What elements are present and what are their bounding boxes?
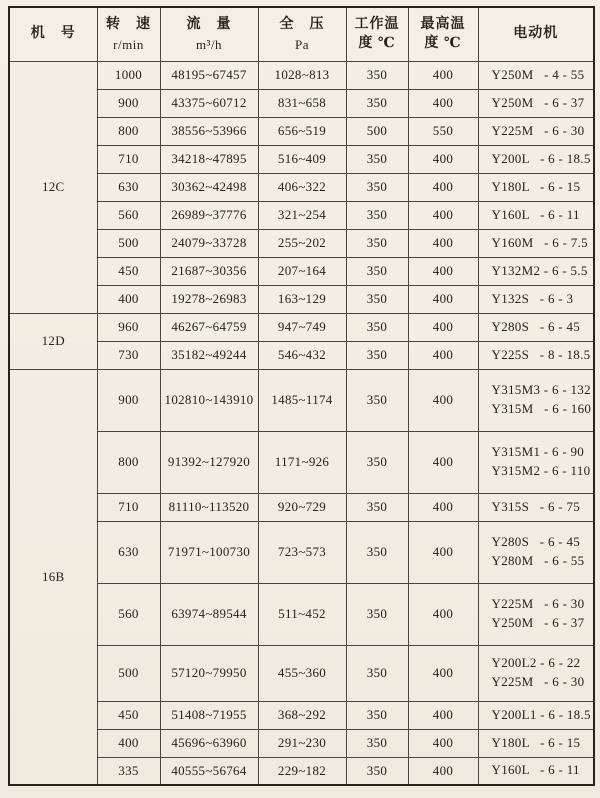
maxtemp-cell: 400 <box>408 583 478 645</box>
flow-cell: 81110~113520 <box>160 493 258 521</box>
header-working-temp-label: 工作温 <box>354 16 400 32</box>
table-row <box>9 369 594 431</box>
flow-cell: 46267~64759 <box>160 313 258 341</box>
table-row <box>9 521 594 583</box>
maxtemp-cell: 400 <box>408 341 478 369</box>
motor-cell <box>478 521 594 583</box>
worktemp-cell: 350 <box>346 201 408 229</box>
motor-cell <box>478 285 594 313</box>
motor-cell <box>478 145 594 173</box>
header-working-temp <box>346 7 408 61</box>
pressure-cell: 656~519 <box>258 117 346 145</box>
maxtemp-cell: 400 <box>408 61 478 89</box>
table-row <box>9 229 594 257</box>
header-machine-label: 机 号 <box>30 26 76 42</box>
worktemp-cell: 350 <box>346 229 408 257</box>
header-speed-unit: r/min <box>113 36 144 52</box>
pressure-cell: 455~360 <box>258 645 346 701</box>
motor-line: Y280S - 6 - 45 <box>491 318 581 334</box>
speed-cell: 710 <box>97 145 160 173</box>
flow-cell: 45696~63960 <box>160 729 258 757</box>
pressure-cell: 1485~1174 <box>258 369 346 431</box>
speed-cell: 800 <box>97 431 160 493</box>
header-pressure <box>258 7 346 61</box>
motor-line: Y200L2 - 6 - 22 <box>491 655 581 671</box>
motor-cell <box>478 431 594 493</box>
speed-cell: 730 <box>97 341 160 369</box>
speed-cell: 710 <box>97 493 160 521</box>
motor-line: Y250M - 4 - 55 <box>491 66 585 82</box>
table-row <box>9 729 594 757</box>
flow-cell: 24079~33728 <box>160 229 258 257</box>
table-row <box>9 285 594 313</box>
header-speed <box>97 7 160 61</box>
maxtemp-cell: 400 <box>408 431 478 493</box>
worktemp-cell: 350 <box>346 369 408 431</box>
motor-line: Y280M - 6 - 55 <box>491 553 585 568</box>
pressure-cell: 207~164 <box>258 257 346 285</box>
table-row <box>9 89 594 117</box>
motor-cell <box>478 701 594 729</box>
table-header-row <box>9 7 594 61</box>
pressure-cell: 321~254 <box>258 201 346 229</box>
motor-line: Y315M - 6 - 160 <box>491 401 592 416</box>
motor-cell <box>478 369 594 431</box>
speed-cell: 900 <box>97 369 160 431</box>
motor-line: Y160L - 6 - 11 <box>491 762 580 778</box>
motor-cell <box>478 201 594 229</box>
table-row <box>9 61 594 89</box>
worktemp-cell: 350 <box>346 583 408 645</box>
pressure-cell: 368~292 <box>258 701 346 729</box>
flow-cell: 91392~127920 <box>160 431 258 493</box>
worktemp-cell: 350 <box>346 493 408 521</box>
header-max-temp-unit: 度 ℃ <box>424 36 462 52</box>
maxtemp-cell: 400 <box>408 701 478 729</box>
pressure-cell: 291~230 <box>258 729 346 757</box>
motor-line: Y250M - 6 - 37 <box>491 615 585 630</box>
header-pressure-unit: Pa <box>295 36 309 52</box>
motor-cell <box>478 645 594 701</box>
maxtemp-cell: 400 <box>408 201 478 229</box>
motor-cell <box>478 117 594 145</box>
speed-cell: 630 <box>97 521 160 583</box>
motor-line: Y225M - 6 - 30 <box>491 122 585 138</box>
worktemp-cell: 350 <box>346 521 408 583</box>
flow-cell: 40555~56764 <box>160 757 258 785</box>
worktemp-cell: 350 <box>346 645 408 701</box>
flow-cell: 35182~49244 <box>160 341 258 369</box>
motor-cell <box>478 583 594 645</box>
motor-cell <box>478 729 594 757</box>
pressure-cell: 831~658 <box>258 89 346 117</box>
fan-spec-table <box>8 6 595 786</box>
motor-line: Y200L1 - 6 - 18.5 <box>491 706 591 722</box>
motor-line: Y225M - 6 - 30 <box>491 596 585 612</box>
machine-cell-12C: 12C <box>9 61 97 313</box>
header-max-temp-label: 最高温 <box>420 16 466 32</box>
motor-line: Y160L - 6 - 11 <box>491 206 580 222</box>
header-flow-label: 流 量 <box>186 17 232 32</box>
pressure-cell: 229~182 <box>258 757 346 785</box>
header-motor <box>478 7 594 61</box>
speed-cell: 400 <box>97 285 160 313</box>
motor-line: Y315M1 - 6 - 90 <box>491 444 585 460</box>
speed-cell: 335 <box>97 757 160 785</box>
worktemp-cell: 350 <box>346 173 408 201</box>
header-working-temp-unit: 度 ℃ <box>358 36 396 52</box>
motor-cell <box>478 493 594 521</box>
maxtemp-cell: 400 <box>408 145 478 173</box>
table-row <box>9 117 594 145</box>
header-flow-unit: m³/h <box>195 36 223 52</box>
motor-line: Y200L - 6 - 18.5 <box>491 150 591 166</box>
flow-cell: 30362~42498 <box>160 173 258 201</box>
motor-cell <box>478 757 594 785</box>
table-row <box>9 313 594 341</box>
flow-cell: 71971~100730 <box>160 521 258 583</box>
worktemp-cell: 350 <box>346 701 408 729</box>
worktemp-cell: 350 <box>346 757 408 785</box>
motor-line: Y132M2 - 6 - 5.5 <box>491 262 588 278</box>
flow-cell: 19278~26983 <box>160 285 258 313</box>
header-max-temp <box>408 7 478 61</box>
flow-cell: 38556~53966 <box>160 117 258 145</box>
motor-cell <box>478 257 594 285</box>
maxtemp-cell: 400 <box>408 521 478 583</box>
motor-line: Y180L - 6 - 15 <box>491 178 581 194</box>
machine-cell-12D: 12D <box>9 313 97 369</box>
maxtemp-cell: 400 <box>408 229 478 257</box>
pressure-cell: 546~432 <box>258 341 346 369</box>
worktemp-cell: 350 <box>346 431 408 493</box>
motor-line: Y225S - 8 - 18.5 <box>491 346 591 362</box>
motor-line: Y280S - 6 - 45 <box>491 534 581 550</box>
pressure-cell: 511~452 <box>258 583 346 645</box>
motor-line: Y180L - 6 - 15 <box>491 734 581 750</box>
pressure-cell: 406~322 <box>258 173 346 201</box>
table-row <box>9 645 594 701</box>
table-row <box>9 431 594 493</box>
maxtemp-cell: 400 <box>408 757 478 785</box>
pressure-cell: 920~729 <box>258 493 346 521</box>
maxtemp-cell: 400 <box>408 257 478 285</box>
worktemp-cell: 350 <box>346 341 408 369</box>
flow-cell: 34218~47895 <box>160 145 258 173</box>
machine-cell-16B: 16B <box>9 369 97 785</box>
header-motor-label: 电动机 <box>513 26 559 42</box>
header-flow <box>160 7 258 61</box>
motor-line: Y250M - 6 - 37 <box>491 94 585 110</box>
worktemp-cell: 350 <box>346 257 408 285</box>
motor-cell <box>478 61 594 89</box>
worktemp-cell: 350 <box>346 61 408 89</box>
motor-cell <box>478 229 594 257</box>
pressure-cell: 255~202 <box>258 229 346 257</box>
worktemp-cell: 500 <box>346 117 408 145</box>
header-speed-label: 转 速 <box>106 17 151 32</box>
table-row <box>9 173 594 201</box>
table-row <box>9 757 594 785</box>
speed-cell: 560 <box>97 201 160 229</box>
maxtemp-cell: 400 <box>408 89 478 117</box>
motor-line: Y315M3 - 6 - 132 <box>491 382 591 398</box>
flow-cell: 57120~79950 <box>160 645 258 701</box>
maxtemp-cell: 400 <box>408 173 478 201</box>
pressure-cell: 1171~926 <box>258 431 346 493</box>
pressure-cell: 947~749 <box>258 313 346 341</box>
speed-cell: 500 <box>97 229 160 257</box>
flow-cell: 26989~37776 <box>160 201 258 229</box>
table-row <box>9 701 594 729</box>
pressure-cell: 163~129 <box>258 285 346 313</box>
flow-cell: 43375~60712 <box>160 89 258 117</box>
worktemp-cell: 350 <box>346 285 408 313</box>
maxtemp-cell: 400 <box>408 729 478 757</box>
worktemp-cell: 350 <box>346 145 408 173</box>
motor-line: Y160M - 6 - 7.5 <box>491 234 588 250</box>
pressure-cell: 1028~813 <box>258 61 346 89</box>
maxtemp-cell: 400 <box>408 369 478 431</box>
flow-cell: 51408~71955 <box>160 701 258 729</box>
flow-cell: 48195~67457 <box>160 61 258 89</box>
flow-cell: 21687~30356 <box>160 257 258 285</box>
table-row <box>9 257 594 285</box>
motor-line: Y225M - 6 - 30 <box>491 674 585 689</box>
motor-cell <box>478 173 594 201</box>
motor-line: Y315S - 6 - 75 <box>491 498 581 514</box>
motor-cell <box>478 341 594 369</box>
motor-cell <box>478 89 594 117</box>
speed-cell: 500 <box>97 645 160 701</box>
maxtemp-cell: 400 <box>408 313 478 341</box>
table-row <box>9 583 594 645</box>
speed-cell: 800 <box>97 117 160 145</box>
speed-cell: 1000 <box>97 61 160 89</box>
motor-cell <box>478 313 594 341</box>
header-machine-number <box>9 7 97 61</box>
table-row <box>9 145 594 173</box>
worktemp-cell: 350 <box>346 729 408 757</box>
speed-cell: 560 <box>97 583 160 645</box>
speed-cell: 900 <box>97 89 160 117</box>
speed-cell: 450 <box>97 257 160 285</box>
motor-line: Y315M2 - 6 - 110 <box>491 463 591 478</box>
maxtemp-cell: 400 <box>408 493 478 521</box>
pressure-cell: 723~573 <box>258 521 346 583</box>
flow-cell: 102810~143910 <box>160 369 258 431</box>
speed-cell: 450 <box>97 701 160 729</box>
speed-cell: 960 <box>97 313 160 341</box>
pressure-cell: 516~409 <box>258 145 346 173</box>
maxtemp-cell: 400 <box>408 285 478 313</box>
flow-cell: 63974~89544 <box>160 583 258 645</box>
maxtemp-cell: 550 <box>408 117 478 145</box>
speed-cell: 630 <box>97 173 160 201</box>
worktemp-cell: 350 <box>346 89 408 117</box>
worktemp-cell: 350 <box>346 313 408 341</box>
table-row <box>9 493 594 521</box>
maxtemp-cell: 400 <box>408 645 478 701</box>
speed-cell: 400 <box>97 729 160 757</box>
motor-line: Y132S - 6 - 3 <box>491 290 574 306</box>
table-row <box>9 201 594 229</box>
header-pressure-label: 全 压 <box>279 17 325 32</box>
table-row <box>9 341 594 369</box>
